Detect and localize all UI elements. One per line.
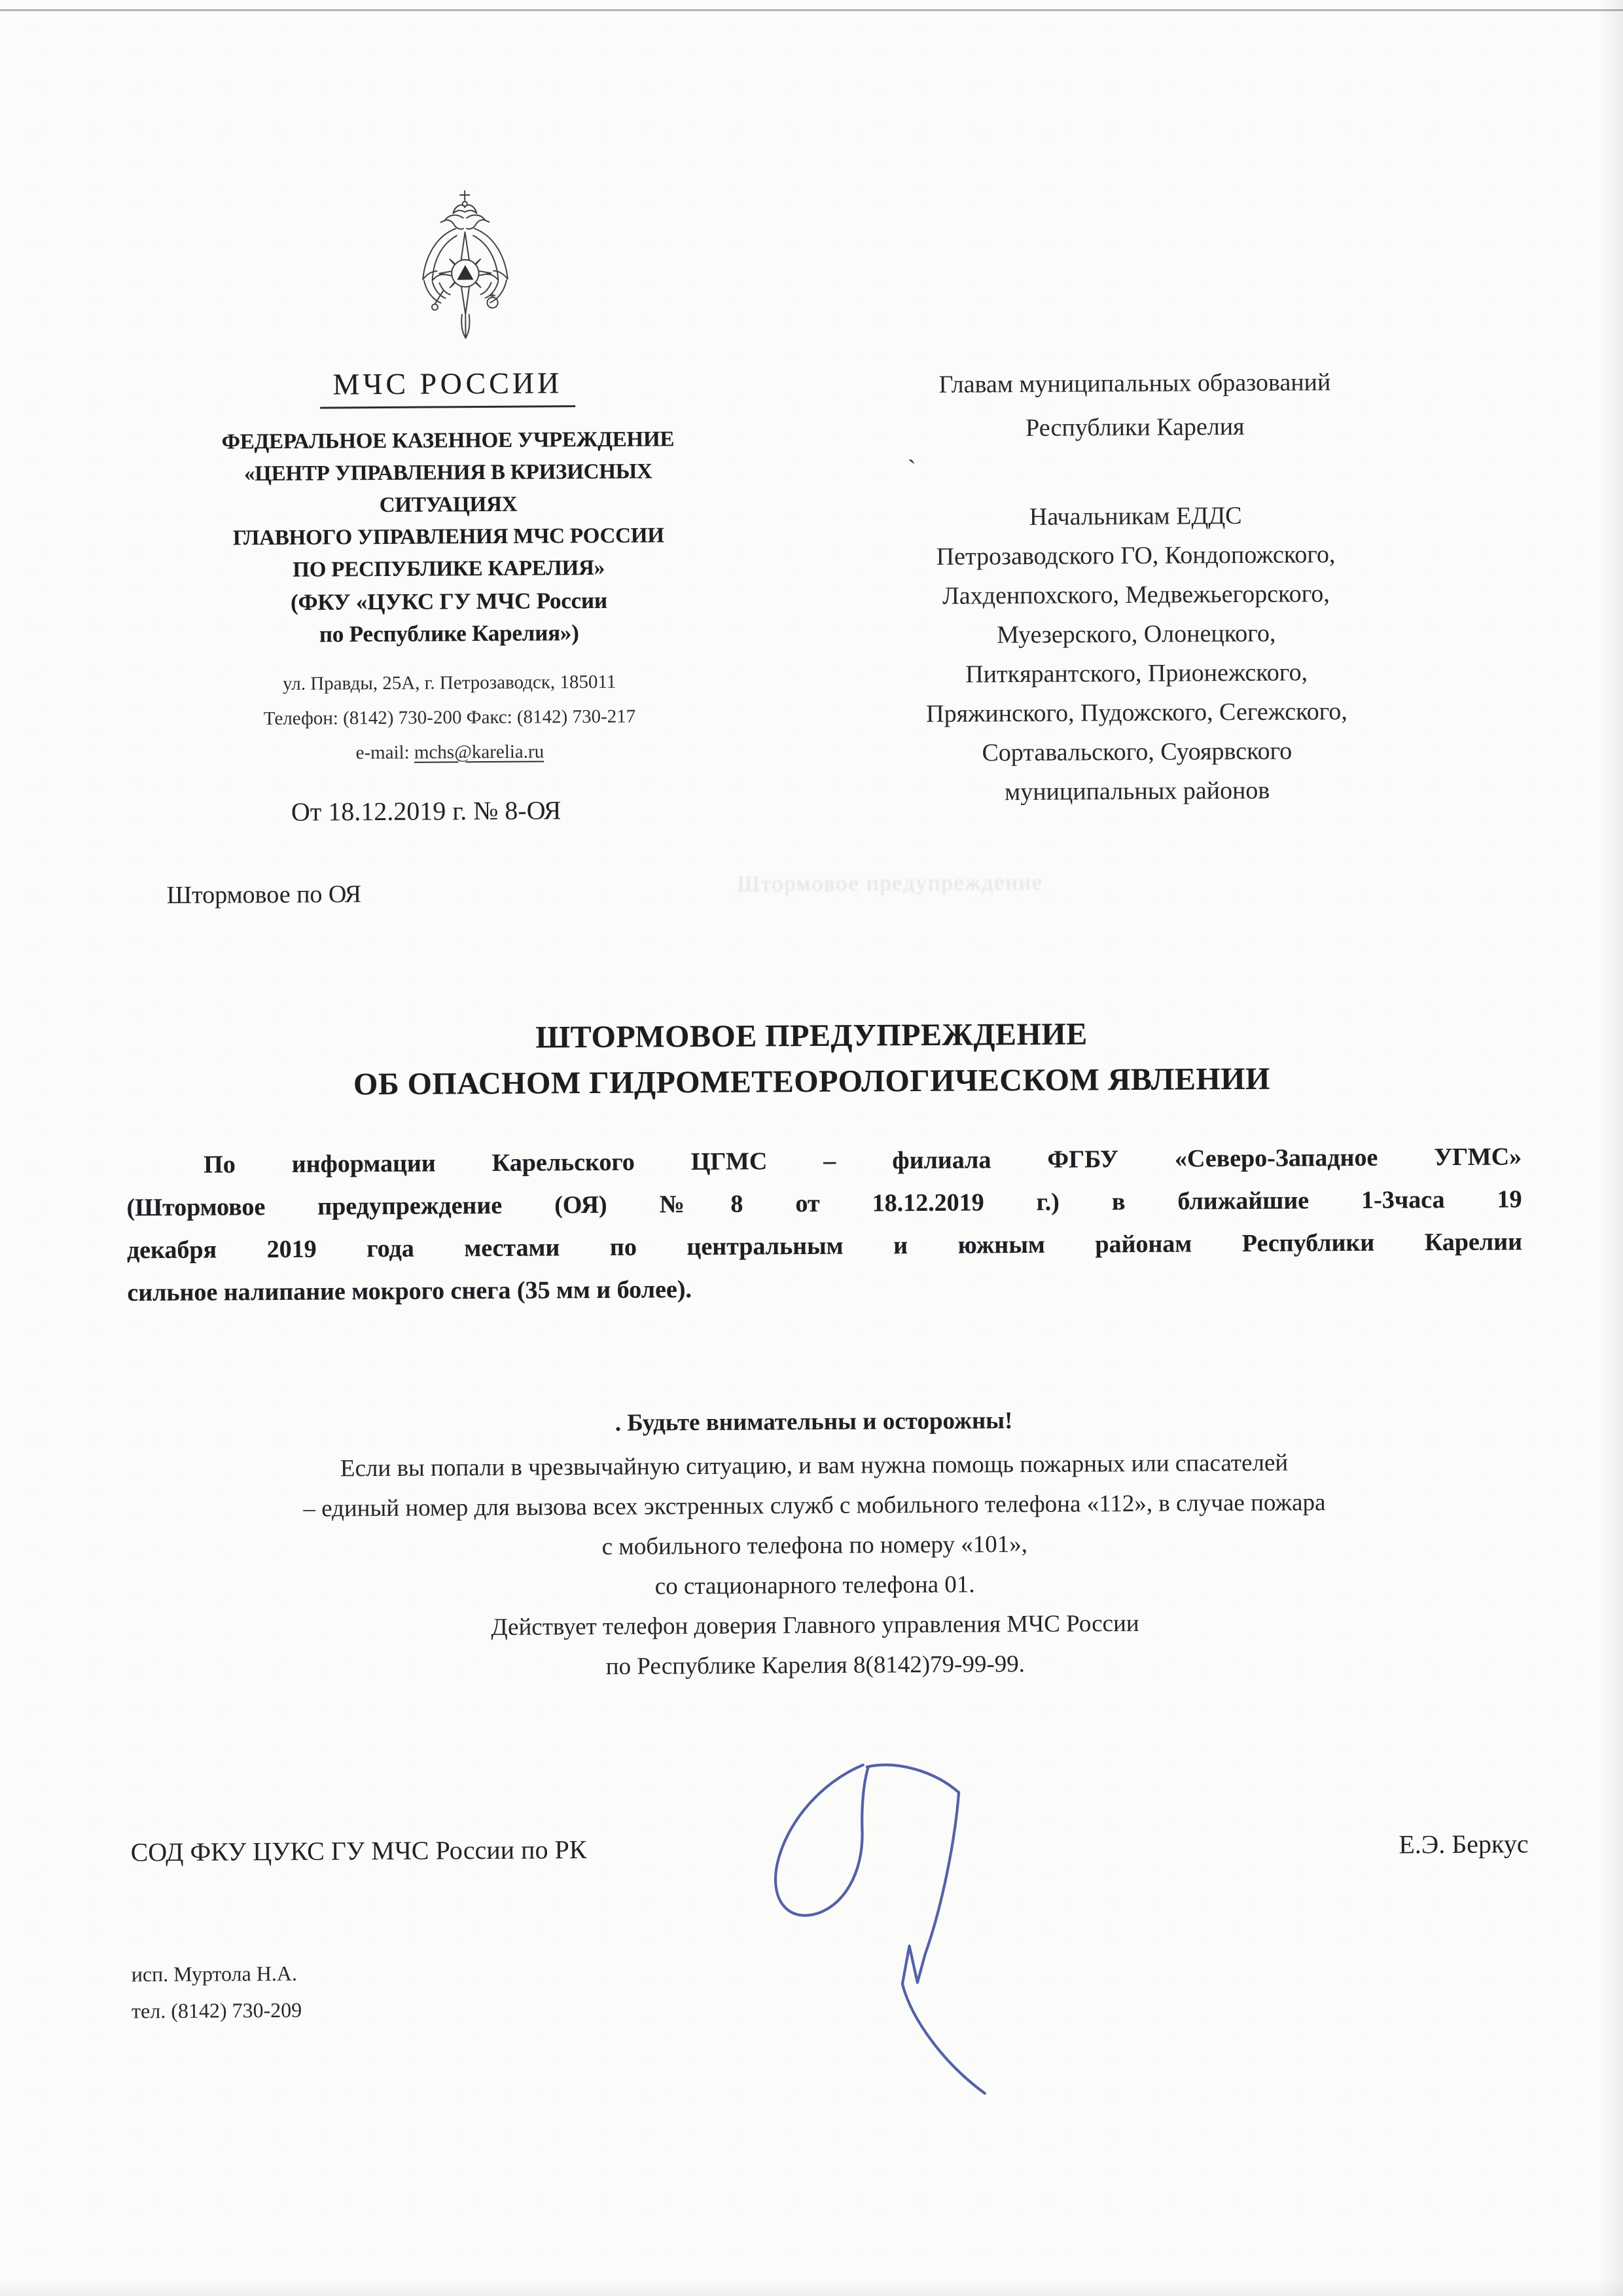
email-label: e-mail: [355, 742, 415, 764]
emblem-cross [460, 191, 469, 200]
phone-fax-line: Телефон: (8142) 730-200 Факс: (8142) 730-217 [263, 706, 636, 730]
emblem-right-head [467, 215, 485, 228]
addressee-line: Лахденпохского, Медвежьегорского, [942, 580, 1330, 610]
email-line [158, 734, 741, 772]
emblem-claw-orb [487, 297, 497, 308]
contact-block [158, 664, 741, 772]
reference-number-line: От 18.12.2019 г. № 8-ОЯ [291, 795, 562, 827]
addressee-group-heads [742, 359, 1528, 452]
org-line: ФЕДЕРАЛЬНОЕ КАЗЕННОЕ УЧРЕЖДЕНИЕ [221, 427, 675, 454]
organization-name-block [156, 423, 740, 651]
executor-block [132, 1955, 302, 2030]
signer-position: СОД ФКУ ЦУКС ГУ МЧС России по РК [130, 1835, 587, 1867]
emblem-scepter [432, 291, 443, 310]
mchs-double-headed-eagle-emblem-icon [406, 187, 524, 348]
handwritten-signature-icon [724, 1708, 1054, 2136]
subject-note: Штормовое по ОЯ [166, 880, 362, 910]
advice-line: – единый номер для вызова всех экстренных служб с мобильного телефона «112», в случае пожара [303, 1489, 1326, 1522]
emblem-tail [461, 315, 469, 338]
document-title [0, 1008, 1623, 1109]
org-line: (ФКУ «ЦУКС ГУ МЧС России [290, 587, 607, 615]
addressee-line: Начальникам ЕДДС [1029, 501, 1242, 531]
signer-name: Е.Э. Беркус [1399, 1829, 1529, 1859]
signature-top-stroke [867, 1765, 959, 1793]
executor-phone: тел. (8142) 730-209 [131, 1998, 302, 2023]
emblem-crown [453, 205, 476, 213]
body-line: По информации Карельского ЦГМС – филиала ФГБУ «Северо-Западное УГМС» [204, 1143, 1522, 1179]
executor-name: исп. Муртола Н.А. [131, 1961, 298, 1986]
advice-line: Действует телефон доверия Главного управления МЧС России [491, 1609, 1139, 1641]
addressee-line: Петрозаводского ГО, Кондопожского, [936, 541, 1336, 571]
body-line: декабря 2019 года местами по центральным и южным районам Республики Карелии [126, 1228, 1523, 1265]
addressee-line: Муезерского, Олонецкого, [997, 619, 1276, 649]
postal-address: ул. Правды, 25А, г. Петрозаводск, 185011 [282, 671, 616, 694]
advice-line: со стационарного телефона 01. [654, 1571, 975, 1600]
signature-tail-stroke [901, 1792, 985, 2094]
addressee-line: Пряжинского, Пудожского, Сегежского, [926, 697, 1347, 728]
emblem-right-feathers [480, 280, 507, 302]
safety-advice-block [2, 1397, 1623, 1690]
addressee-line: муниципальных районов [1005, 776, 1270, 806]
email-address: mchs@karelia.ru [414, 741, 544, 763]
org-line: по Республике Карелия») [319, 620, 579, 647]
stray-ink-mark: ` [907, 454, 917, 484]
addressee-line: Главам муниципальных образований [938, 368, 1331, 399]
document-title-line: ШТОРМОВОЕ ПРЕДУПРЕЖДЕНИЕ [535, 1016, 1088, 1055]
org-line: «ЦЕНТР УПРАВЛЕНИЯ В КРИЗИСНЫХ [243, 459, 652, 486]
addressee-group-edds [743, 494, 1530, 813]
org-line: ПО РЕСПУБЛИКЕ КАРЕЛИЯ» [293, 556, 605, 582]
body-line: сильное налипание мокрого снега (35 мм и более). [127, 1276, 692, 1307]
org-line: СИТУАЦИЯХ [379, 492, 518, 518]
emblem-left-head [445, 215, 463, 229]
warning-body-paragraph [126, 1136, 1523, 1314]
agency-title-text: МЧС РОССИИ [319, 365, 575, 408]
bleed-through-ghost-text: Штормовое предупреждение [737, 870, 1044, 897]
body-line: (Штормовое предупреждение (ОЯ) №8 от 18.12.2019 г.) в ближайшие 1-3часа 19 [126, 1185, 1522, 1222]
signature-loop [775, 1765, 869, 1915]
advice-line: по Республике Карелия 8(8142)79-99-99. [605, 1651, 1026, 1680]
safety-advice-heading: . Будьте внимательны и осторожны! [615, 1407, 1013, 1437]
addressee-line: Питкярантского, Прионежского, [965, 658, 1308, 689]
org-line: ГЛАВНОГО УПРАВЛЕНИЯ МЧС РОССИИ [232, 524, 664, 550]
addressee-line: Республики Карелия [1025, 412, 1245, 442]
document-title-line: ОБ ОПАСНОМ ГИДРОМЕТЕОРОЛОГИЧЕСКОМ ЯВЛЕНИИ [353, 1061, 1271, 1102]
addressee-line: Сортавальского, Суоярвского [982, 737, 1293, 767]
agency-title [163, 365, 732, 410]
advice-line: с мобильного телефона по номеру «101», [601, 1530, 1028, 1560]
advice-line: Если вы попали в чрезвычайную ситуацию, и вам нужна помощь пожарных или спасателей [340, 1449, 1289, 1482]
